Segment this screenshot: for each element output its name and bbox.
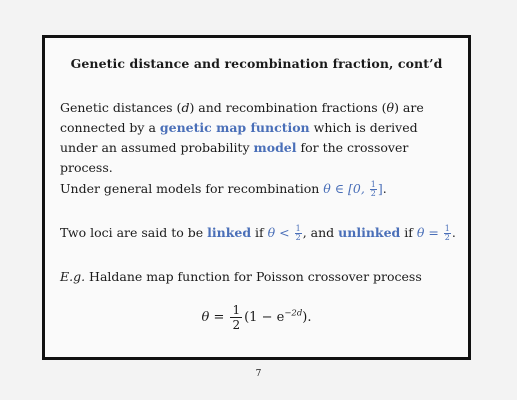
formula-lhs: θ = (201, 310, 229, 325)
text: Genetic distances ( (60, 100, 182, 115)
text: if (251, 225, 268, 240)
paragraph-haldane (60, 267, 456, 287)
frac-denominator: 2 (444, 233, 450, 242)
frac-numerator: 1 (370, 180, 376, 189)
slide-title: Genetic distance and recombination fraction, cont’d (70, 56, 443, 71)
math-theta-equal: θ = (416, 225, 443, 240)
haldane-formula (45, 303, 468, 332)
highlight-model: model (253, 140, 297, 155)
text: if (400, 225, 417, 240)
text: for the crossover process. (60, 140, 409, 175)
slide-frame (42, 35, 471, 360)
text: Under general models for recombination (60, 181, 324, 196)
math-theta-range: θ ∈ [0, (323, 181, 369, 196)
paragraph-general-models (60, 179, 456, 199)
text: which is derived under an assumed probability (60, 120, 418, 155)
fraction-one-half (230, 303, 242, 332)
text: ) and recombination fractions ( (189, 100, 387, 115)
frac-denominator: 2 (232, 318, 241, 332)
paragraph-map-function (60, 98, 456, 178)
fraction-one-half (444, 225, 451, 242)
math-bracket: ] (377, 181, 383, 196)
frac-numerator: 1 (232, 303, 241, 317)
formula-end: ). (302, 310, 312, 325)
math-theta-less: θ < (267, 225, 294, 240)
paragraph-linked (60, 223, 456, 243)
text: Two loci are said to be (60, 225, 208, 240)
math-theta: θ (386, 100, 395, 115)
math-d: d (181, 100, 190, 115)
eg-label: E.g. (60, 269, 86, 284)
text: Haldane map function for Poisson crossover process (85, 269, 422, 284)
formula-exponent: −2d (284, 308, 303, 319)
fraction-one-half (370, 181, 377, 198)
frac-denominator: 2 (370, 189, 376, 198)
text: . (451, 225, 456, 240)
frac-numerator: 1 (444, 224, 450, 233)
highlight-genetic-map-function: genetic map function (159, 120, 310, 135)
formula-rhs: (1 − e (244, 310, 285, 325)
highlight-linked: linked (207, 225, 252, 240)
fraction-one-half (295, 225, 302, 242)
text: ) are connected by a (60, 100, 424, 135)
highlight-unlinked: unlinked (338, 225, 401, 240)
frac-numerator: 1 (295, 224, 301, 233)
text: , and (302, 225, 339, 240)
page-number: 7 (255, 369, 262, 379)
text: . (382, 181, 387, 196)
frac-denominator: 2 (295, 233, 301, 242)
